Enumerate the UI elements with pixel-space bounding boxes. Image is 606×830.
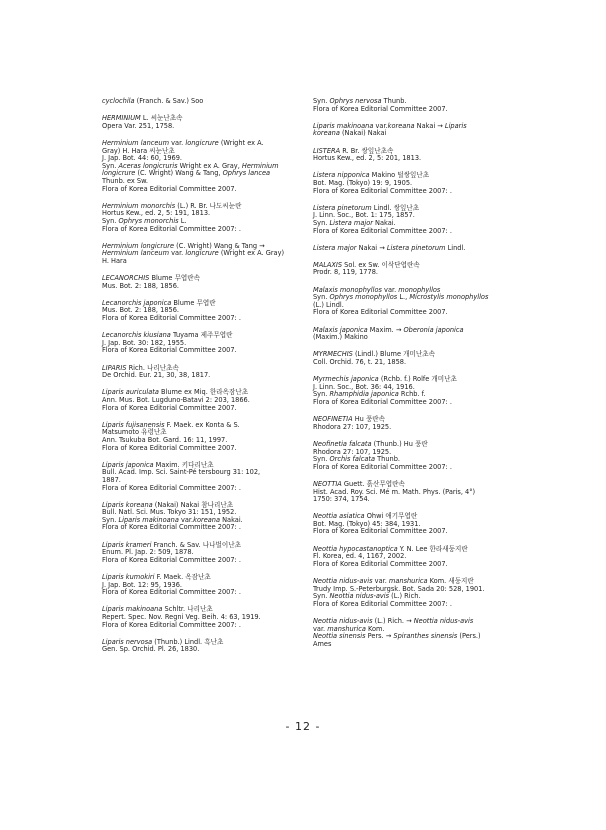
scientific-name: HERMINIUM (102, 114, 141, 123)
text-segment: Schltr. 나리난초 (162, 605, 213, 614)
scientific-name: Malaxis japonica (313, 325, 368, 334)
entry-line (313, 245, 565, 253)
scientific-name: Herminium (241, 161, 279, 170)
text-segment: Guett. 흙산무엽란속 (341, 479, 405, 488)
text-segment: Flora of Korea Editorial Committee 2007: . (313, 462, 452, 471)
taxon-entry (313, 98, 565, 113)
text-segment: Flora of Korea Editorial Committee 2007: . (102, 523, 241, 532)
text-segment: Thunb. (375, 455, 400, 464)
text-segment: Rhodora 27: 107, 1925. (313, 447, 392, 456)
scientific-name: Microstylis monophyllos (409, 293, 489, 302)
text-segment: Flora of Korea Editorial Committee 2007. (313, 559, 448, 568)
text-segment: Y. N. Lee 한라새둥지란 (397, 544, 468, 553)
text-segment: Matsumoto 유령난초 (102, 428, 167, 437)
text-segment: H. Hara (102, 256, 127, 265)
scientific-name: MALAXIS (313, 260, 343, 269)
text-segment: Thunb. ex Sw. (102, 176, 148, 185)
text-segment: Rich. 나리난초속 (126, 363, 179, 372)
text-segment: Ann. Tsukuba Bot. Gard. 16: 11, 1997. (102, 435, 228, 444)
scientific-name: Neottia nidus-avis (329, 592, 390, 601)
scientific-name: Listera major (329, 218, 373, 227)
scientific-name: longicrure (185, 249, 219, 258)
text-segment: Wright ex A. Gray, (177, 161, 242, 170)
text-segment: Flora of Korea Editorial Committee 2007: . (102, 314, 241, 323)
scientific-name: Liparis kumokiri (102, 573, 155, 582)
text-segment: Coll. Orchid. 76, t. 21, 1858. (313, 358, 407, 366)
text-segment: Mus. Bot. 2: 188, 1856. (102, 281, 179, 290)
text-segment: J. Linn. Soc., Bot. 1: 175, 1857. (313, 211, 415, 220)
entry-line (313, 294, 565, 302)
text-segment: J. Linn. Soc., Bot. 36: 44, 1916. (313, 382, 415, 391)
scientific-name: LECANORCHIS (102, 274, 150, 283)
scientific-name: Spiranthes sinensis (393, 632, 458, 641)
taxon-entry (313, 287, 565, 317)
text-segment: Flora of Korea Editorial Committee 2007: . (313, 599, 452, 608)
text-segment: Nakai → (414, 121, 445, 130)
scientific-name: Ophrys lancea (222, 169, 271, 178)
entry-line (313, 399, 565, 407)
text-segment: Bot. Mag. (Tokyo) 45: 384, 1931. (313, 519, 421, 528)
text-segment: De Orchid. Eur. 21, 30, 38, 1817. (102, 371, 211, 380)
text-segment: (Wright ex A. Gray) (218, 249, 285, 258)
text-segment: Syn. (313, 455, 330, 464)
scientific-name: Neottia nidus-avis (313, 617, 373, 625)
text-segment: Repert. Spec. Nov. Regni Veg. Beih. 4: 63, 1919. (102, 613, 261, 621)
text-segment: Franch. & Sav. 나나벌이난초 (151, 540, 242, 549)
scientific-name: Herminium longicrure (102, 241, 175, 250)
taxon-entry (313, 245, 565, 253)
text-segment: J. Jap. Bot. 12: 95, 1936. (102, 580, 183, 589)
entry-line (313, 228, 565, 236)
text-segment: var. (169, 249, 186, 258)
scientific-name: longicrure (102, 169, 136, 178)
text-segment: Flora of Korea Editorial Committee 2007: . (313, 397, 452, 406)
entry-line (313, 561, 565, 569)
text-segment: Flora of Korea Editorial Committee 2007. (102, 403, 237, 412)
entry-line (313, 633, 565, 641)
text-segment: 1887. (102, 475, 121, 484)
entry-line (313, 130, 565, 138)
text-segment: Flora of Korea Editorial Committee 2007. (102, 443, 237, 452)
taxon-entry (313, 172, 565, 195)
scientific-name: LIPARIS (102, 363, 127, 372)
entry-line (313, 601, 565, 609)
text-segment: Flora of Korea Editorial Committee 2007. (102, 346, 237, 355)
taxon-entry (313, 123, 565, 138)
scientific-name: manshurica (327, 624, 366, 633)
text-segment: Gray) H. Hara 씨눈난초 (102, 146, 175, 155)
scientific-name: Listera major (313, 243, 357, 252)
text-segment: Rhodora 27: 107, 1925. (313, 422, 392, 431)
scientific-name: Liparis (444, 121, 467, 130)
text-segment: Bull. Acad. Imp. Sci. Saint-Pé tersbourg 31: 102, (102, 468, 261, 477)
scientific-name: Liparis makinoana (118, 515, 179, 524)
taxon-entry (313, 327, 565, 342)
scientific-name: Neofinetia falcata (313, 439, 372, 448)
scientific-name: Liparis koreana (102, 500, 153, 509)
text-segment: Syn. (313, 218, 330, 227)
text-segment: Mus. Bot. 2: 188, 1856. (102, 306, 179, 315)
text-segment: Trudy Imp. S.-Peterburgsk. Bot. Sada 20: 528, 1901. (313, 584, 485, 593)
scientific-name: Listera pinetorum (386, 243, 446, 252)
scientific-name: Herminium monorchis (102, 201, 176, 210)
text-segment: Flora of Korea Editorial Committee 2007. (313, 104, 448, 113)
entry-line (313, 528, 565, 536)
text-segment: Syn. (313, 592, 330, 601)
text-segment: Ames (313, 639, 332, 648)
taxon-entry (313, 262, 565, 277)
text-segment: Ohwi 애기무엽란 (364, 512, 418, 521)
scientific-name: Oberonia japonica (403, 325, 464, 334)
text-segment: Rchb. f. (398, 390, 426, 399)
taxon-entry (313, 416, 565, 431)
text-segment: F. Maek. ex Konta & S. (164, 420, 240, 429)
scientific-name: Neottia asiatica (313, 512, 365, 521)
text-segment: (Thunb.) Lindl. 흑난초 (152, 637, 224, 646)
scientific-name: NEOFINETIA (313, 415, 353, 424)
scientific-name: Listera pinetorum (313, 203, 372, 212)
text-segment: var. (381, 285, 399, 294)
text-segment: Bot. Mag. (Tokyo) 19: 9, 1905. (313, 178, 413, 187)
scientific-name: monophyllos (398, 285, 441, 294)
scientific-name: Listera nipponica (313, 171, 370, 180)
entry-line (313, 424, 565, 432)
scientific-name: Liparis makinoana (313, 121, 374, 130)
taxon-entry (313, 513, 565, 536)
text-segment: var. (373, 121, 388, 130)
page-number: - 12 - (285, 720, 321, 733)
text-segment: Syn. (313, 390, 330, 399)
text-segment: Hist. Acad. Roy. Sci. Mé m. Math. Phys. (Paris, 4°) (313, 487, 476, 496)
text-segment: Lindl. 쌍잎난초 (371, 203, 420, 212)
scientific-name: Liparis krameri (102, 540, 152, 549)
text-segment: L. 씨눈난초속 (140, 114, 183, 123)
text-segment: Flora of Korea Editorial Committee 2007: . (102, 588, 241, 597)
text-segment: (L.) Rich. → (372, 617, 414, 625)
text-segment: Enum. Pl. Jap. 2: 509, 1878. (102, 548, 194, 557)
text-segment: (Nakai) Nakai 참나리난초 (152, 500, 234, 509)
scientific-name: MYRMECHIS (313, 350, 353, 359)
entry-line (313, 496, 565, 504)
text-segment: Tuyama 제주무엽란 (170, 331, 233, 340)
text-segment: (Thunb.) Hu 풍란 (371, 439, 428, 448)
text-segment: Nakai. (220, 515, 243, 524)
entry-line (313, 464, 565, 472)
text-segment: Maxim. → (367, 325, 404, 334)
text-segment: Flora of Korea Editorial Committee 2007: . (102, 483, 241, 492)
scientific-name: cyclochila (102, 97, 135, 105)
entry-line (313, 269, 565, 277)
text-segment: (L.) Lindl. (313, 300, 344, 309)
text-segment: Syn. (102, 515, 119, 524)
scientific-name: longicrure (185, 138, 219, 147)
scientific-name: Neottia nidus-avis (413, 617, 474, 625)
entry-line (313, 334, 565, 342)
text-segment: Fl. Korea, ed. 4, 1167, 2002. (313, 552, 407, 561)
text-segment: (Maxim.) Makino (313, 333, 368, 342)
text-segment: Kom. 새둥지란 (427, 577, 474, 586)
text-segment: J. Jap. Bot. 44: 60, 1969. (102, 154, 183, 163)
text-segment: Gen. Sp. Orchid. Pl. 26, 1830. (102, 645, 200, 654)
text-segment: J. Jap. Bot. 30: 182, 1955. (102, 338, 187, 347)
text-segment: Nakai → (356, 243, 387, 252)
scientific-name: Herminium lanceum (102, 138, 170, 147)
scientific-name: Ophrys monorchis (118, 216, 179, 225)
text-segment: 1750: 374, 1754. (313, 495, 370, 504)
text-segment: Flora of Korea Editorial Committee 2007: . (102, 620, 241, 629)
scientific-name: Liparis japonica (102, 460, 154, 469)
text-segment: Pers. → (365, 632, 394, 641)
scientific-name: Liparis nervosa (102, 637, 153, 646)
taxon-entry (313, 441, 565, 471)
text-segment: Blume 무엽란속 (149, 274, 201, 283)
scientific-name: manshurica (388, 577, 428, 586)
scientific-name: Ophrys monophyllos (329, 293, 398, 302)
text-segment: (Lindl.) Blume 개미난초속 (352, 350, 435, 359)
text-segment: Flora of Korea Editorial Committee 2007: . (102, 555, 241, 564)
text-segment: (Rchb. f.) Rolfe 개미난초 (378, 375, 457, 384)
text-segment: Blume ex Miq. 한라옥잠난초 (158, 388, 249, 397)
scientific-name: Ophrys nervosa (329, 97, 382, 105)
taxon-entry (313, 205, 565, 235)
text-segment: Flora of Korea Editorial Committee 2007: . (313, 226, 452, 235)
scientific-name: Rhamphidia japonica (329, 390, 399, 399)
entry-line (313, 106, 565, 114)
scientific-name: koreana (387, 121, 415, 130)
text-segment: L. (178, 216, 187, 225)
taxon-entry (313, 376, 565, 406)
scientific-name: Neottia nidus-avis (313, 577, 373, 586)
scientific-name: Myrmechis japonica (313, 375, 379, 384)
text-segment: Bull. Natl. Sci. Mus. Tokyo 31: 151, 1952. (102, 508, 237, 517)
text-segment: Syn. (102, 161, 119, 170)
text-segment: Blume 무엽란 (171, 298, 216, 307)
text-segment: Opera Var. 251, 1758. (102, 121, 175, 130)
scientific-name: Malaxis monophyllos (313, 285, 382, 294)
text-segment: F. Maek. 옥잠난초 (154, 573, 211, 582)
scientific-name: Neottia sinensis (313, 632, 366, 641)
scientific-name: Liparis makinoana (102, 605, 163, 614)
text-segment: var. (372, 577, 389, 586)
text-segment: (Pers.) (457, 632, 481, 641)
text-segment: (Nakai) Nakai (339, 129, 387, 138)
text-segment: (Franch. & Sav.) Soo (134, 97, 204, 105)
text-segment: Flora of Korea Editorial Committee 2007: . (313, 186, 452, 195)
text-segment: L., (397, 293, 410, 302)
text-segment: Prodr. 8, 119, 1778. (313, 268, 378, 277)
scientific-name: Aceras longicruris (118, 161, 178, 170)
right-column (313, 98, 565, 658)
scientific-name: Neottia hypocastanoptica (313, 544, 398, 553)
entry-line (313, 641, 565, 649)
scientific-name: koreana (193, 515, 221, 524)
taxon-entry (313, 578, 565, 608)
taxon-entry (313, 481, 565, 504)
text-segment: (L.) Rich. (389, 592, 421, 601)
text-segment: Syn. (313, 97, 330, 105)
taxon-entry (313, 546, 565, 569)
text-segment: (L.) R. Br. 나도씨눈란 (175, 201, 242, 210)
text-segment: (C. Wright) Wang & Tang → (174, 241, 265, 250)
entry-line (313, 188, 565, 196)
taxon-entry (313, 148, 565, 163)
text-segment: Lindl. (445, 243, 466, 252)
text-segment: R. Br. 쌍잎난초속 (340, 146, 394, 155)
scientific-name: koreana (313, 129, 340, 138)
text-segment: Syn. (313, 293, 330, 302)
text-segment: var. (313, 624, 328, 633)
text-segment: Syn. (102, 216, 119, 225)
text-segment: var. (178, 515, 194, 524)
text-segment: Sol. ex Sw. 이삭단엽란속 (342, 260, 420, 269)
scientific-name: Lecanorchis japonica (102, 298, 172, 307)
taxon-entry (313, 618, 565, 648)
scientific-name: Liparis fujisanensis (102, 420, 165, 429)
scientific-name: NEOTTIA (313, 479, 342, 488)
scientific-name: Orchis falcata (329, 455, 376, 464)
text-segment: Kom. (365, 624, 385, 633)
scientific-name: LISTERA (313, 146, 341, 155)
text-segment: Nakai. (372, 218, 396, 227)
text-segment: Hortus Kew., ed. 2, 5: 191, 1813. (102, 209, 211, 218)
text-segment: var. (169, 138, 186, 147)
scientific-name: Lecanorchis kiusiana (102, 331, 171, 340)
text-segment: (Wright ex A. (218, 138, 264, 147)
text-segment: Hu 풍란속 (352, 415, 386, 424)
text-segment: Makino 털쌍잎난초 (369, 171, 430, 180)
text-segment: Thunb. (381, 97, 407, 105)
entry-line (313, 155, 565, 163)
text-segment: Flora of Korea Editorial Committee 2007. (313, 308, 448, 317)
text-segment: Flora of Korea Editorial Committee 2007. (313, 527, 448, 536)
text-segment: Ann. Mus. Bot. Lugduno-Batavi 2: 203, 1866. (102, 395, 250, 404)
scientific-name: Herminium lanceum (102, 249, 170, 258)
text-segment: Flora of Korea Editorial Committee 2007. (102, 184, 237, 193)
text-segment: Hortus Kew., ed. 2, 5: 201, 1813. (313, 154, 422, 163)
text-segment: Flora of Korea Editorial Committee 2007: . (102, 224, 241, 233)
taxon-entry (313, 351, 565, 366)
entry-line (313, 359, 565, 367)
scientific-name: Liparis auriculata (102, 388, 159, 397)
text-segment: Maxim. 키다리난초 (153, 460, 214, 469)
text-segment: (C. Wright) Wang & Tang, (135, 169, 223, 178)
entry-line (313, 309, 565, 317)
